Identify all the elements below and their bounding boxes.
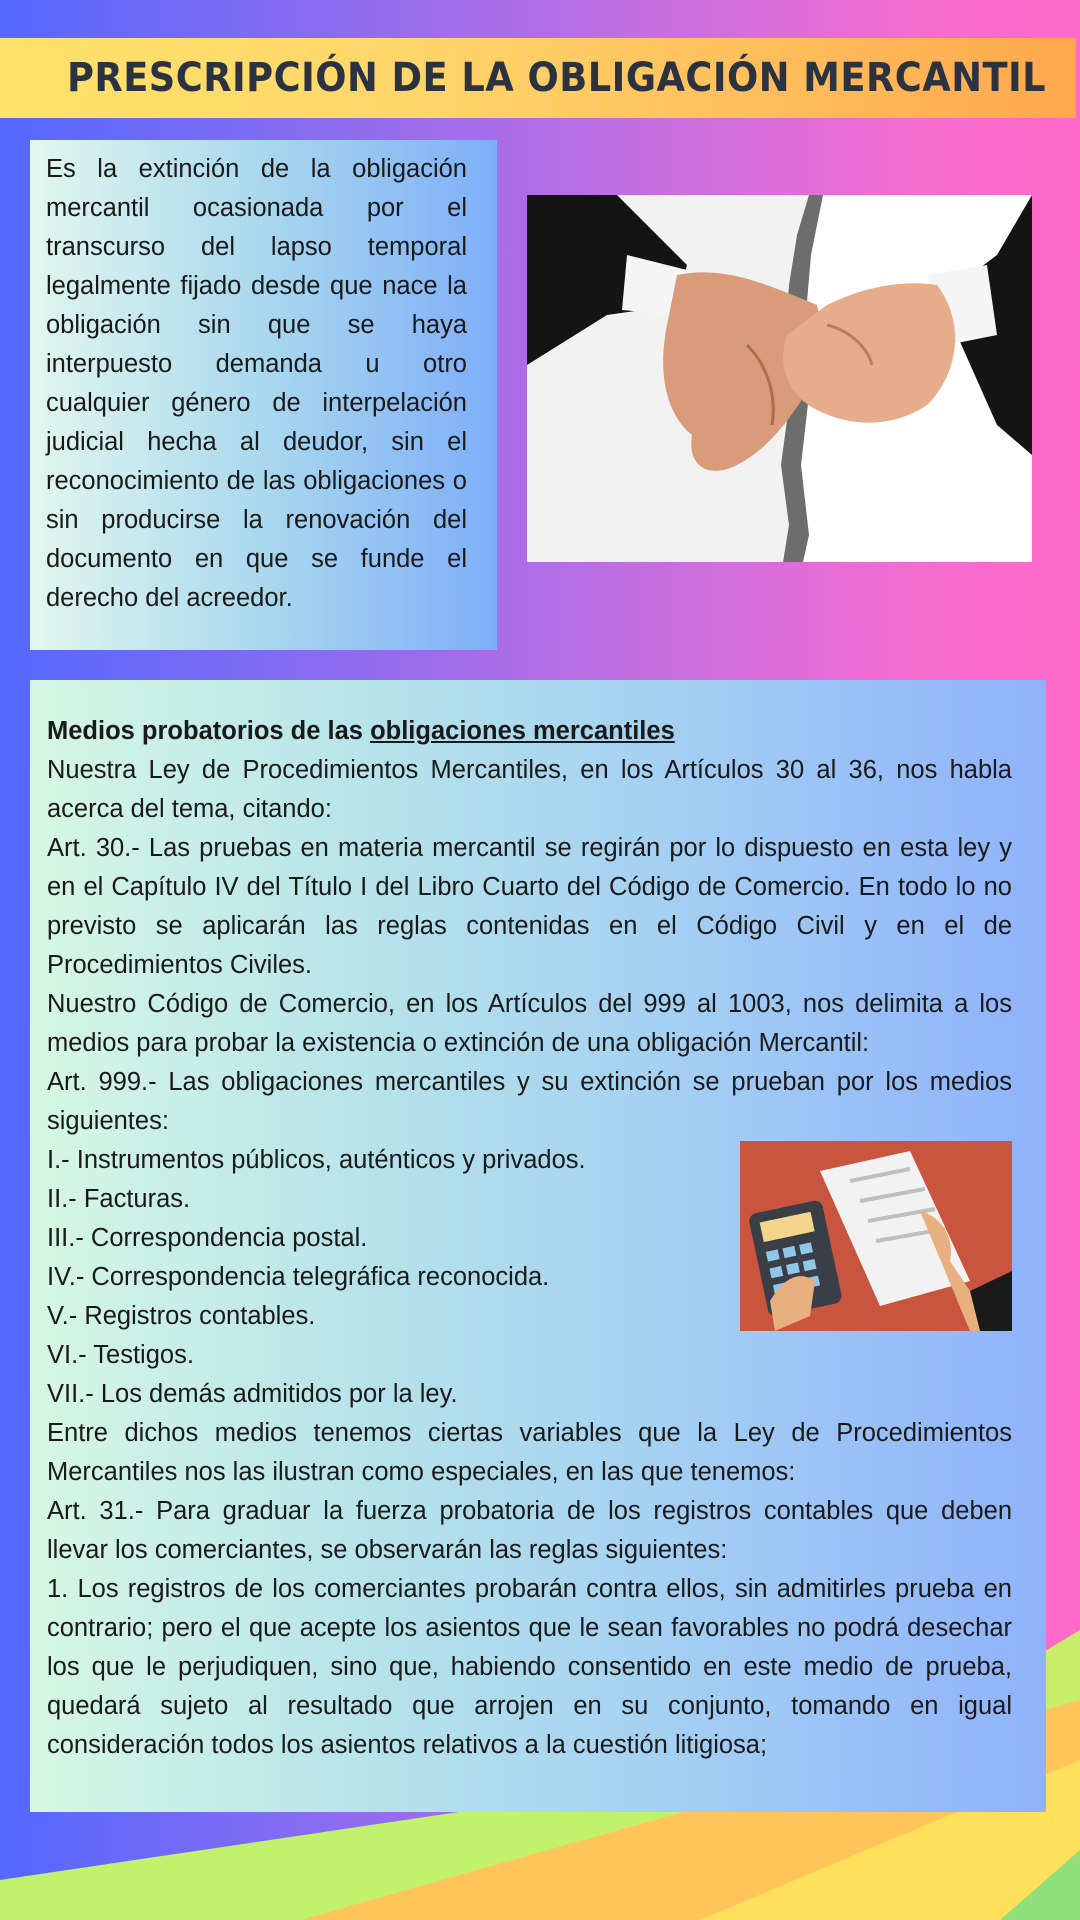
calculator-image: [740, 1141, 1012, 1331]
paragraph: Nuestro Código de Comercio, en los Artículos del 999 al 1003, nos delimita a los medios para probar la existencia o extinción de una obligación Mercantil:: [47, 990, 1012, 1057]
list-item: IV.- Correspondencia telegráfica reconocida.: [47, 1263, 550, 1291]
main-content-box: [30, 680, 1046, 1812]
handshake-illustration: [527, 195, 1032, 562]
heading-underlined-text: obligaciones mercantiles: [370, 717, 675, 745]
list-item: VII.- Los demás admitidos por la ley.: [47, 1380, 458, 1408]
heading-bold-text: Medios probatorios de las: [47, 717, 371, 745]
paragraph: Art. 30.- Las pruebas en materia mercantil se regirán por lo dispuesto en esta ley y en el Capítulo IV del Título I del Libro Cuarto del Código de Comercio. En todo lo no previsto se aplicarán las reglas contenidas en el Código Civil y en el de Procedimientos Civiles.: [47, 834, 1012, 979]
handshake-image: [527, 195, 1032, 562]
intro-text: Es la extinción de la obligación mercantil ocasionada por el transcurso del lapso temporal legalmente fijado desde que nace la obligación sin que se haya interpuesto demanda u otro cualquier género de interpelación judicial hecha al deudor, sin el reconocimiento de las obligaciones o sin producirse la renovación del documento en que se funde el derecho del acreedor.: [46, 155, 467, 612]
list-item: VI.- Testigos.: [47, 1341, 194, 1369]
paragraph: Entre dichos medios tenemos ciertas variables que la Ley de Procedimientos Mercantiles nos las ilustran como especiales, en las que tenemos:: [47, 1419, 1012, 1486]
paragraph: Art. 999.- Las obligaciones mercantiles y su extinción se prueban por los medios siguientes:: [47, 1068, 1012, 1135]
paragraph: Art. 31.- Para graduar la fuerza probatoria de los registros contables que deben llevar los comerciantes, se observarán las reglas siguientes:: [47, 1497, 1012, 1564]
section-heading: [47, 712, 1012, 751]
intro-box: [30, 140, 497, 650]
list-item: III.- Correspondencia postal.: [47, 1224, 368, 1252]
calculator-illustration: [740, 1141, 1012, 1331]
paragraph: 1. Los registros de los comerciantes probarán contra ellos, sin admitirles prueba en contrario; pero el que acepte los asientos que le sean favorables no podrá desechar los que le perjudiquen, sino que, habiendo consentido en este medio de prueba, quedará sujeto al resultado que arrojen en su conjunto, tomando en igual consideración todos los asientos relativos a la cuestión litigiosa;: [47, 1575, 1012, 1759]
title-banner: [0, 38, 1076, 118]
evidence-list: [47, 1141, 1012, 1414]
paragraph: Nuestra Ley de Procedimientos Mercantiles, en los Artículos 30 al 36, nos habla acerca del tema, citando:: [47, 756, 1012, 823]
list-item: II.- Facturas.: [47, 1185, 191, 1213]
list-item: V.- Registros contables.: [47, 1302, 316, 1330]
page-title: PRESCRIPCIÓN DE LA OBLIGACIÓN MERCANTIL: [66, 55, 1046, 101]
list-item: I.- Instrumentos públicos, auténticos y privados.: [47, 1146, 586, 1174]
